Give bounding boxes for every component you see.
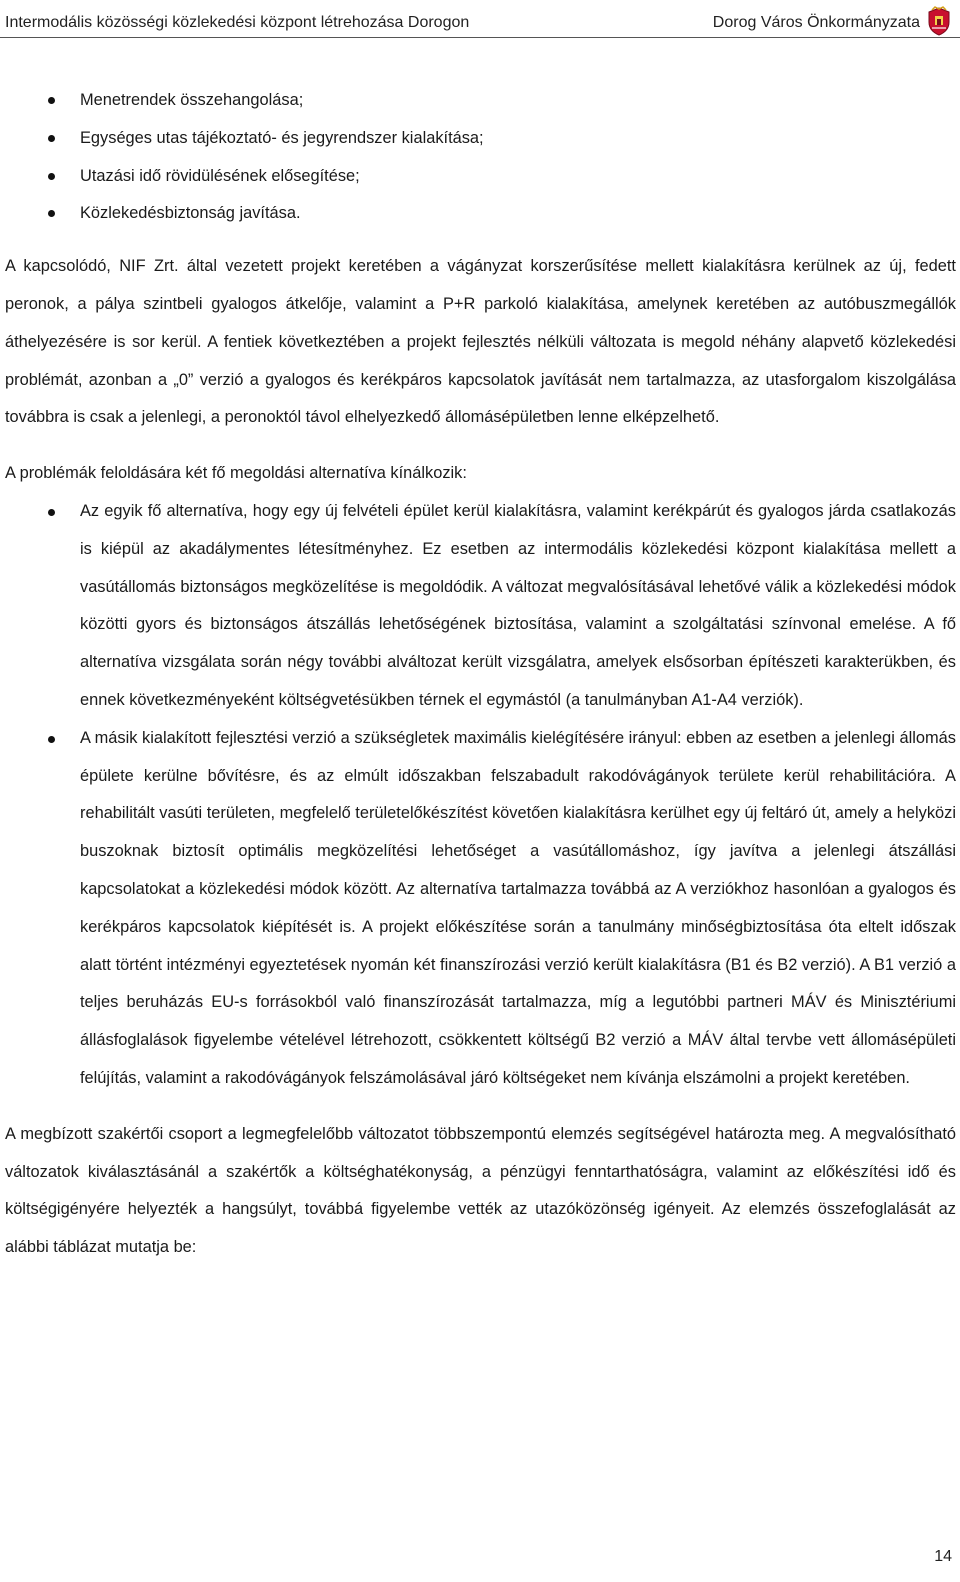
page-number: 14 <box>934 1548 952 1565</box>
list-item-text: Egységes utas tájékoztató- és jegyrendszer kialakítása; <box>80 128 484 147</box>
list-item <box>5 158 956 196</box>
paragraph-project-context: A kapcsolódó, NIF Zrt. által vezetett projekt keretében a vágányzat korszerűsítése mellett kialakításra kerülnek az új, fedett peronok, a pálya szintbeli gyalogos átkelője, valamint a P+R parkoló kialakítása, amelynek keretében az autóbuszmegállók áthelyezésére is sor kerül. A fentiek következtében a projekt fejlesztés nélküli változata is megold néhány alapvető közlekedési problémát, azonban a „0” verzió a gyalogos és kerékpáros kapcsolatok javítását nem tartalmazza, az utasforgalom kiszolgálása továbbra is csak a jelenlegi, a peronoktól távol elhelyezkedő állomásépületben lenne elképzelhető. <box>5 257 956 427</box>
bullet-icon <box>48 173 55 180</box>
list-item-text: Utazási idő rövidülésének elősegítése; <box>80 166 360 185</box>
paragraph-alternatives-intro: A problémák feloldására két fő megoldási alternatíva kínálkozik: <box>5 464 467 483</box>
list-item-text: A másik kialakított fejlesztési verzió a szükségletek maximális kielégítésére irányul: ebben az esetben a jelenlegi állomás épülete kerülne bővítésre, és az elmúlt időszakban felszabadult rakodóvágányok területe kerül rehabilitációra. A rehabilitált vasúti területen, megfelelő területelőkészítést követően kialakításra kerülhet egy új feltáró út, amely a helyközi buszoknak biztosít optimális megközelítési lehetőséget a vasútállomáshoz, így javítva a jelenlegi átszállási kapcsolatokat a közlekedési módok között. Az alternatíva tartalmazza továbbá az A verziókhoz hasonlóan a gyalogos és kerékpáros kapcsolatok kiépítését is. A projekt előkészítése során a tanulmány minőségbiztosítása óta eltelt időszak alatt történt intézményi egyeztetések nyomán két finanszírozási verzió került kialakításra (B1 és B2 verzió). A B1 verzió a teljes beruházás EU-s forrásokból való finanszírozását tartalmazza, míg a legutóbbi partneri MÁV és Minisztériumi állásfoglalások figyelembe vételével létrehozott, csökkentett költségű B2 verzió a MÁV által tervbe vett állomásépületi felújítás, valamint a rakodóvágányok felszámolásával járó költségeket nem kívánja elszámolni a projekt keretében. <box>80 728 956 1087</box>
document-title: Intermodális közösségi közlekedési központ létrehozása Dorogon <box>5 14 470 31</box>
organization-name: Dorog Város Önkormányzata <box>712 14 920 31</box>
list-item <box>5 82 956 120</box>
list-item-text: Menetrendek összehangolása; <box>80 91 304 109</box>
bullet-icon <box>48 97 55 104</box>
list-item <box>5 720 956 1098</box>
bullet-icon <box>48 509 55 516</box>
bullet-icon <box>48 135 55 142</box>
document-body <box>5 82 956 1267</box>
bullet-icon <box>48 736 55 743</box>
alternatives-bullet-list <box>5 493 956 1098</box>
list-item <box>5 120 956 158</box>
list-item <box>5 493 956 720</box>
bullet-icon <box>48 210 55 217</box>
intro-bullet-list <box>5 82 956 233</box>
paragraph-evaluation: A megbízott szakértői csoport a legmegfelelőbb változatot többszempontú elemzés segítségével határozta meg. A megvalósítható változatok kiválasztásánál a szakértők a költséghatékonyság, a pénzügyi fenntarthatóságra, valamint az előkészítési idő és költségigényére helyezték a hangsúlyt, továbbá figyelembe vették az utazóközönség igényeit. Az elemzés összefoglalását az alábbi táblázat mutatja be: <box>5 1124 956 1257</box>
list-item-text: Az egyik fő alternatíva, hogy egy új felvételi épület kerül kialakításra, valamint kerékpárút és gyalogos járda csatlakozás is kiépül az akadálymentes létesítményhez. Ez esetben az intermodális közlekedési központ kialakítása mellett a vasútállomás biztonságos megközelítése is megoldódik. A változat megvalósításával lehetővé válik a közlekedési módok közötti gyors és biztonságos átszállás lehetőségének biztosítása, valamint a szolgáltatási színvonal emelése. A fő alternatíva vizsgálata során négy további alváltozat került vizsgálatra, amelyek elsősorban építészeti karakterükben, és ennek következményeként költségvetésükben térnek el egymástól (a tanulmányban A1-A4 verziók). <box>80 501 956 709</box>
list-item <box>5 195 956 233</box>
list-item-text: Közlekedésbiztonság javítása. <box>80 204 301 223</box>
page-header <box>0 0 960 38</box>
municipal-crest-icon <box>926 6 952 36</box>
